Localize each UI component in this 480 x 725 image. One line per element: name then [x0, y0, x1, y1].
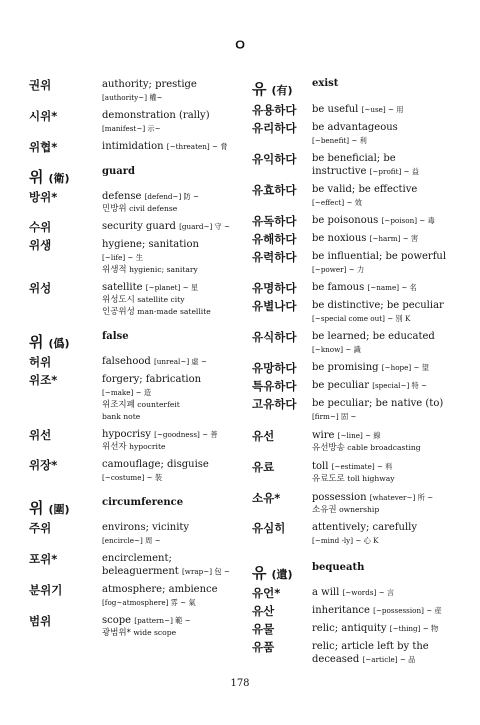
- definition-line: [312, 103, 462, 116]
- etymology-note: [~line] ~ 線: [337, 431, 381, 440]
- definition-line: [102, 122, 234, 135]
- section-letter-heading: ㅇ: [232, 36, 248, 54]
- etymology-note: [~know] ~ 識: [312, 345, 361, 354]
- entry-definitions: [312, 397, 462, 423]
- etymology-note: [~profit] ~ 益: [369, 167, 420, 176]
- section-hanja: (圍): [48, 503, 70, 516]
- definition-line: [312, 263, 462, 276]
- entry-headword: 유리하다: [252, 121, 297, 135]
- definition-line: [102, 140, 234, 153]
- entry-headword: 유심히: [252, 521, 286, 535]
- definition-line: [102, 220, 234, 233]
- entry-definitions: [312, 103, 462, 116]
- entry-definitions: [102, 78, 234, 104]
- definition-text: inheritance: [312, 605, 370, 616]
- definition-text: relic; article left by the: [312, 641, 429, 652]
- entry-definitions: [102, 373, 234, 422]
- entry-definitions: [102, 109, 234, 135]
- etymology-note: [~make] ~ 造: [102, 388, 152, 397]
- entry-headword: 유효하다: [252, 183, 297, 197]
- definition-text: environs; vicinity: [102, 522, 190, 533]
- definition-text: satellite: [102, 282, 143, 293]
- etymology-note: [~article] ~ 品: [362, 655, 416, 664]
- etymology-note: [~use] ~ 用: [361, 105, 404, 114]
- entry-definitions: [102, 140, 234, 153]
- definition-line: [312, 653, 462, 666]
- section-syllable: 위: [29, 499, 44, 517]
- dictionary-entry: [252, 379, 462, 392]
- example-korean: 위생적: [102, 265, 127, 275]
- etymology-note: [authority~] 權~: [102, 93, 163, 102]
- page-number: 178: [230, 678, 250, 689]
- definition-line: [102, 458, 234, 471]
- dictionary-entry: [252, 299, 462, 325]
- dictionary-entry: [252, 460, 462, 485]
- dictionary-entry: [29, 220, 234, 233]
- entry-definitions: [312, 330, 462, 356]
- entry-headword: 유별나다: [252, 299, 297, 313]
- example-english: toll highway: [347, 474, 395, 483]
- example-line: [102, 264, 234, 276]
- etymology-note: [~life] ~ 生: [102, 253, 143, 262]
- example-line: [102, 294, 234, 306]
- definition-line: [102, 552, 234, 565]
- definition-line: [312, 429, 462, 442]
- example-line: [102, 399, 234, 411]
- etymology-note: [~planet] ~ 星: [145, 283, 199, 292]
- entry-headword: 유물: [252, 622, 275, 636]
- example-line: [312, 504, 462, 516]
- definition-text: scope: [102, 615, 132, 626]
- dictionary-entry: [252, 121, 462, 147]
- definition-text: be useful: [312, 104, 359, 115]
- definition-text: camouflage; disguise: [102, 459, 209, 470]
- example-korean: 유료도로: [312, 474, 345, 484]
- dictionary-entry: [29, 373, 234, 422]
- definition-line: [102, 78, 234, 91]
- section-heading: [29, 497, 234, 518]
- definition-text: atmosphere; ambience: [102, 584, 218, 595]
- entry-definitions: [312, 622, 462, 635]
- section-syllable: 유: [252, 564, 267, 582]
- definition-text: attentively; carefully: [312, 522, 417, 533]
- entry-headword: 분위기: [29, 583, 63, 597]
- dictionary-entry: [252, 183, 462, 209]
- section-heading: [252, 78, 462, 99]
- entry-definitions: [312, 491, 462, 516]
- etymology-note: [wrap~] 包 ~: [181, 567, 230, 576]
- dictionary-entry: [29, 238, 234, 276]
- section-gloss: exist: [312, 78, 339, 89]
- entry-headword: 위성: [29, 281, 52, 295]
- dictionary-entry: [252, 429, 462, 454]
- example-line: [102, 411, 234, 422]
- example-english: counterfeit: [137, 400, 180, 409]
- etymology-note: [special~] 特 ~: [372, 381, 428, 390]
- example-korean: 위조지폐: [102, 400, 135, 410]
- entry-definitions: [102, 220, 234, 233]
- definition-line: [312, 521, 462, 534]
- definition-line: [102, 355, 234, 368]
- entry-definitions: [312, 121, 462, 147]
- section-syllable: 위: [29, 333, 44, 351]
- dictionary-entry: [252, 361, 462, 374]
- section-heading: [29, 331, 234, 352]
- example-line: [102, 306, 234, 318]
- definition-line: [102, 251, 234, 264]
- definition-line: [312, 586, 462, 599]
- entry-headword: 범위: [29, 614, 52, 628]
- entry-headword: 유독하다: [252, 214, 297, 228]
- definition-line: [102, 386, 234, 399]
- definition-text: security guard: [102, 221, 176, 232]
- entry-definitions: [312, 299, 462, 325]
- example-english: civil defense: [129, 204, 178, 213]
- entry-headword: 유식하다: [252, 330, 297, 344]
- etymology-note: [fog~atmosphere] 雰 ~ 氣: [102, 598, 196, 607]
- entry-headword: 소유*: [252, 491, 281, 505]
- etymology-note: [encircle~] 周 ~: [102, 536, 161, 545]
- definition-text: beleaguerment: [102, 566, 179, 577]
- entry-definitions: [312, 152, 462, 178]
- definition-line: [312, 604, 462, 617]
- definition-line: [312, 250, 462, 263]
- definition-text: be distinctive; be peculiar: [312, 300, 444, 311]
- entry-definitions: [312, 640, 462, 666]
- entry-headword: 유익하다: [252, 152, 297, 166]
- entry-headword: 유명하다: [252, 281, 297, 295]
- etymology-note: [~hope] ~ 望: [381, 363, 429, 372]
- entry-headword: 유해하다: [252, 232, 297, 246]
- definition-line: [312, 379, 462, 392]
- entry-definitions: [102, 521, 234, 547]
- definition-line: [312, 299, 462, 312]
- entry-headword: 유력하다: [252, 250, 297, 264]
- entry-headword: 유언*: [252, 586, 281, 600]
- entry-headword: 방위*: [29, 190, 58, 204]
- example-korean: 위선자: [102, 442, 127, 452]
- definition-line: [312, 491, 462, 504]
- entry-headword: 유용하다: [252, 103, 297, 117]
- entry-headword: 위생: [29, 238, 52, 252]
- example-english: cable broadcasting: [347, 443, 421, 452]
- dictionary-entry: [252, 250, 462, 276]
- left-column: [29, 78, 234, 639]
- dictionary-entry: [29, 552, 234, 578]
- entry-headword: 유료: [252, 460, 275, 474]
- entry-definitions: [312, 429, 462, 454]
- dictionary-entry: [252, 640, 462, 666]
- example-english: satellite city: [137, 295, 185, 304]
- definition-text: possession: [312, 492, 367, 503]
- dictionary-entry: [29, 109, 234, 135]
- entry-headword: 위조*: [29, 373, 58, 387]
- dictionary-entry: [252, 397, 462, 423]
- example-english: ownership: [339, 505, 380, 514]
- definition-line: [312, 460, 462, 473]
- etymology-note: [~benefit] ~ 利: [312, 136, 367, 145]
- dictionary-entry: [252, 622, 462, 635]
- etymology-note: [defend~] 防 ~: [144, 192, 200, 201]
- right-column: [252, 78, 462, 666]
- dictionary-entry: [29, 78, 234, 104]
- entry-headword: 위협*: [29, 140, 58, 154]
- entry-definitions: [102, 190, 234, 215]
- etymology-note: [~name] ~ 名: [367, 283, 417, 292]
- etymology-note: [~costume] ~ 裝: [102, 473, 163, 482]
- dictionary-entry: [252, 521, 462, 547]
- entry-headword: 주위: [29, 521, 52, 535]
- etymology-note: [~special come out] ~ 別 K: [312, 314, 411, 323]
- etymology-note: [~mind -ly] ~ 心 K: [312, 536, 379, 545]
- etymology-note: [manifest~] 示~: [102, 124, 161, 133]
- section-gloss: circumference: [102, 497, 184, 508]
- definition-line: [312, 397, 462, 410]
- example-korean: 위성도시: [102, 295, 135, 305]
- section-heading: [252, 562, 462, 583]
- entry-headword: 권위: [29, 78, 52, 92]
- section-gloss: false: [102, 331, 129, 342]
- example-korean: 인공위성: [102, 307, 135, 317]
- example-line: [312, 473, 462, 485]
- definition-line: [312, 410, 462, 423]
- etymology-note: [~thing] ~ 物: [389, 624, 439, 633]
- etymology-note: [pattern~] 範 ~: [134, 616, 191, 625]
- example-korean: 소유권: [312, 505, 337, 515]
- entry-definitions: [102, 355, 234, 368]
- definition-line: [102, 190, 234, 203]
- entry-definitions: [312, 521, 462, 547]
- entry-definitions: [312, 183, 462, 209]
- definition-text: be beneficial; be: [312, 153, 396, 164]
- dictionary-entry: [29, 428, 234, 453]
- etymology-note: [~possession] ~ 産: [373, 606, 442, 615]
- definition-line: [312, 622, 462, 635]
- etymology-note: [unreal~] 虛 ~: [153, 357, 207, 366]
- section-heading: [29, 166, 234, 187]
- definition-text: relic; antiquity: [312, 623, 387, 634]
- definition-text: be poisonous: [312, 215, 379, 226]
- example-english: man-made satellite: [137, 307, 211, 316]
- definition-text: be valid; be effective: [312, 184, 418, 195]
- entry-definitions: [312, 604, 462, 617]
- dictionary-entry: [252, 491, 462, 516]
- entry-headword: 고유하다: [252, 397, 297, 411]
- etymology-note: [whatever~] 所 ~: [369, 493, 434, 502]
- definition-text: defense: [102, 191, 142, 202]
- etymology-note: [~threaten] ~ 脅: [166, 142, 228, 151]
- definition-text: intimidation: [102, 141, 164, 152]
- entry-definitions: [312, 379, 462, 392]
- definition-line: [102, 238, 234, 251]
- definition-line: [102, 565, 234, 578]
- definition-text: encirclement;: [102, 553, 172, 564]
- definition-line: [102, 91, 234, 104]
- definition-line: [312, 361, 462, 374]
- definition-text: be advantageous: [312, 122, 398, 133]
- definition-text: be learned; be educated: [312, 331, 435, 342]
- entry-definitions: [312, 361, 462, 374]
- section-syllable: 위: [29, 168, 44, 186]
- definition-line: [102, 428, 234, 441]
- entry-definitions: [102, 458, 234, 484]
- definition-line: [102, 596, 234, 609]
- entry-definitions: [102, 552, 234, 578]
- example-line: [102, 203, 234, 215]
- example-line: [102, 441, 234, 453]
- definition-line: [312, 214, 462, 227]
- example-english: hygienic; sanitary: [129, 265, 198, 274]
- dictionary-entry: [29, 190, 234, 215]
- entry-definitions: [312, 250, 462, 276]
- definition-text: hypocrisy: [102, 429, 151, 440]
- etymology-note: [guard~] 守 ~: [179, 222, 231, 231]
- definition-line: [312, 281, 462, 294]
- entry-headword: 수위: [29, 220, 52, 234]
- definition-line: [102, 109, 234, 122]
- entry-definitions: [312, 232, 462, 245]
- dictionary-entry: [29, 355, 234, 368]
- etymology-note: [~power] ~ 力: [312, 265, 365, 274]
- entry-headword: 유망하다: [252, 361, 297, 375]
- definition-text: toll: [312, 461, 329, 472]
- entry-definitions: [312, 460, 462, 485]
- etymology-note: [~estimate] ~ 料: [331, 462, 393, 471]
- example-english: hypocrite: [129, 442, 166, 451]
- dictionary-entry: [29, 281, 234, 318]
- definition-line: [312, 640, 462, 653]
- entry-headword: 위장*: [29, 458, 58, 472]
- dictionary-entry: [252, 103, 462, 116]
- definition-text: hygiene; sanitation: [102, 239, 199, 250]
- definition-text: be peculiar: [312, 380, 369, 391]
- dictionary-entry: [252, 281, 462, 294]
- dictionary-entry: [29, 458, 234, 484]
- etymology-note: [~goodness] ~ 善: [154, 430, 218, 439]
- entry-headword: 위선: [29, 428, 52, 442]
- section-hanja: (衛): [48, 172, 70, 185]
- definition-text: demonstration (rally): [102, 110, 210, 121]
- entry-headword: 시위*: [29, 109, 58, 123]
- dictionary-entry: [29, 140, 234, 153]
- definition-line: [102, 534, 234, 547]
- etymology-note: [~words] ~ 言: [342, 588, 395, 597]
- section-syllable: 유: [252, 80, 267, 98]
- entry-headword: 유선: [252, 429, 275, 443]
- definition-line: [312, 312, 462, 325]
- definition-line: [312, 534, 462, 547]
- etymology-note: [firm~] 固 ~: [312, 412, 357, 421]
- dictionary-entry: [29, 521, 234, 547]
- example-english: wide scope: [133, 628, 177, 637]
- entry-definitions: [102, 583, 234, 609]
- dictionary-entry: [252, 232, 462, 245]
- entry-definitions: [312, 586, 462, 599]
- definition-line: [312, 183, 462, 196]
- definition-line: [102, 373, 234, 386]
- definition-line: [312, 152, 462, 165]
- definition-text: be peculiar; be native (to): [312, 398, 444, 409]
- definition-line: [312, 165, 462, 178]
- definition-line: [312, 134, 462, 147]
- entry-definitions: [102, 281, 234, 318]
- etymology-note: [~effect] ~ 效: [312, 198, 362, 207]
- section-hanja: (僞): [48, 337, 70, 350]
- entry-headword: 포위*: [29, 552, 58, 566]
- dictionary-entry: [29, 583, 234, 609]
- definition-line: [102, 614, 234, 627]
- dictionary-entry: [252, 152, 462, 178]
- definition-text: be noxious: [312, 233, 367, 244]
- example-korean: 광범위*: [102, 628, 131, 638]
- definition-line: [312, 330, 462, 343]
- definition-line: [102, 281, 234, 294]
- definition-line: [102, 471, 234, 484]
- dictionary-entry: [252, 586, 462, 599]
- definition-text: be influential; be powerful: [312, 251, 447, 262]
- definition-line: [312, 196, 462, 209]
- section-hanja: (有): [271, 84, 293, 97]
- dictionary-entry: [252, 330, 462, 356]
- definition-text: forgery; fabrication: [102, 374, 202, 385]
- example-korean: 민방위: [102, 204, 127, 214]
- section-hanja: (遺): [271, 568, 293, 581]
- definition-line: [312, 121, 462, 134]
- etymology-note: [~harm] ~ 害: [369, 234, 419, 243]
- definition-line: [312, 343, 462, 356]
- entry-definitions: [312, 281, 462, 294]
- definition-line: [312, 232, 462, 245]
- dictionary-entry: [252, 604, 462, 617]
- example-english: bank note: [102, 412, 141, 421]
- entry-definitions: [102, 238, 234, 276]
- example-line: [312, 442, 462, 454]
- entry-definitions: [102, 428, 234, 453]
- definition-text: instructive: [312, 166, 367, 177]
- definition-line: [102, 521, 234, 534]
- section-gloss: guard: [102, 166, 136, 177]
- definition-line: [102, 583, 234, 596]
- definition-text: deceased: [312, 654, 360, 665]
- example-line: [102, 627, 234, 639]
- entry-headword: 유품: [252, 640, 275, 654]
- dictionary-entry: [252, 214, 462, 227]
- definition-text: authority; prestige: [102, 79, 197, 90]
- example-korean: 유선방송: [312, 443, 345, 453]
- dictionary-entry: [29, 614, 234, 639]
- definition-text: be promising: [312, 362, 379, 373]
- entry-headword: 허위: [29, 355, 52, 369]
- section-gloss: bequeath: [312, 562, 365, 573]
- entry-headword: 특유하다: [252, 379, 297, 393]
- entry-headword: 유산: [252, 604, 275, 618]
- definition-text: a will: [312, 587, 340, 598]
- entry-definitions: [312, 214, 462, 227]
- definition-text: wire: [312, 430, 335, 441]
- entry-definitions: [102, 614, 234, 639]
- definition-text: falsehood: [102, 356, 151, 367]
- definition-text: be famous: [312, 282, 365, 293]
- etymology-note: [~poison] ~ 毒: [381, 216, 435, 225]
